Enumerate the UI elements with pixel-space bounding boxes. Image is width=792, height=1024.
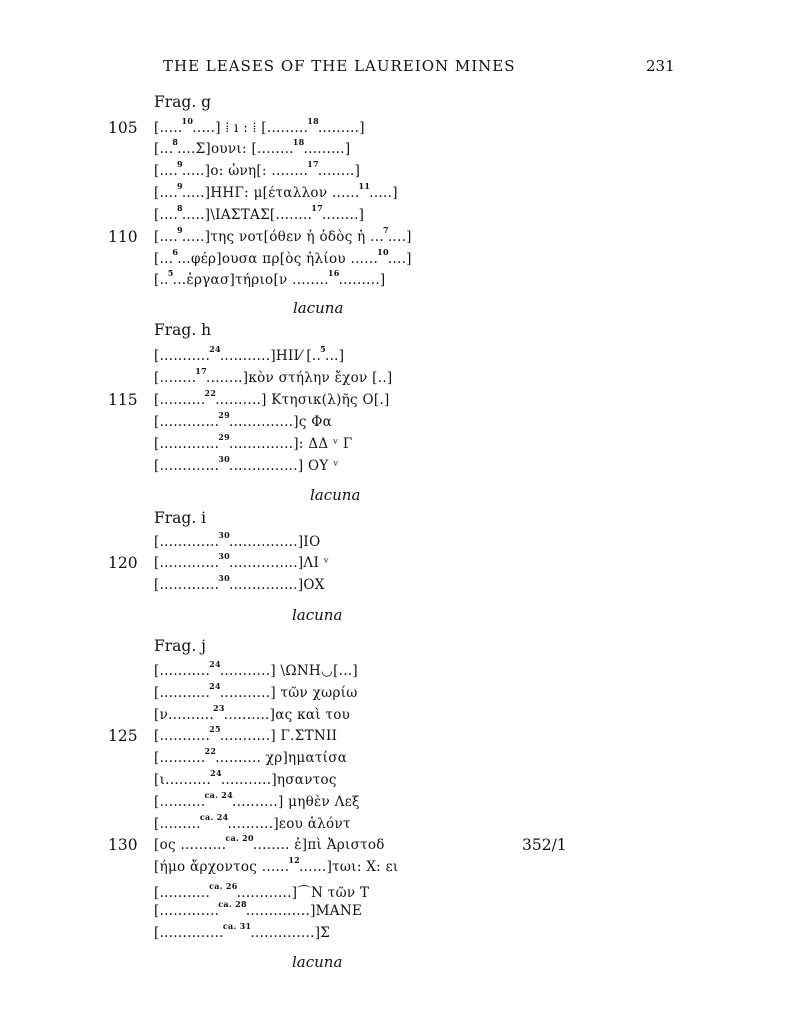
archon-date: 352/1 (522, 836, 567, 854)
text-line: [.............$^{30}$...............] ΟΥ ᵛ (154, 454, 339, 474)
text-line: [........$^{17}$........]κὸν στήλην ἔχον [..] (154, 366, 393, 386)
text-line: [.............$^{29}$..............]: ΔΔ ᵛ Γ (154, 432, 353, 452)
text-line: [...........$^{24}$...........] \ΩΝΗ◡[...] (154, 659, 358, 679)
text-line: [...........$^{25}$...........] Γ.ΣΤΝΙΙ (154, 724, 338, 744)
line-number: 130 (108, 836, 138, 854)
line-number: 115 (108, 391, 138, 409)
text-line: [.............$^{30}$...............]ΙΟ (154, 530, 321, 550)
text-line: [...........$^{24}$...........]ΗΙΙ⁄ [..$^5$...] (154, 344, 345, 364)
text-line: [..........$^{22}$..........] Κτησικ(λ)ῆς Ο[.] (154, 388, 390, 408)
text-line: [...$^6$...φέρ]ουσα πρ[ὸς ἡλίου ......$^{10}$....] (154, 247, 412, 267)
lacuna-label: lacuna (293, 299, 344, 317)
text-line: [.....$^{10}$.....] ⁞ ı : ⁞ [.........$^{18}$.........] (154, 116, 365, 136)
line-number: 105 (108, 119, 138, 137)
text-line: [....$^9$.....]της νοτ[όθεν ἡ ὁδὸς ἡ ...$^7$....] (154, 225, 412, 245)
text-line: [.............$^{ca. 28}$..............]ΜΑΝΕ (154, 899, 363, 919)
text-line: [.............$^{30}$...............]ΛΙ ᵛ (154, 551, 330, 571)
text-line: [..........$^{22}$.......... χρ]ηματίσα (154, 746, 348, 766)
lacuna-label: lacuna (292, 606, 343, 624)
text-line: [....$^9$.....]ο: ὠνη[: ........$^{17}$........] (154, 159, 361, 179)
text-line: [...........$^{ca. 26}$............]⌒Ν τῶν Τ (154, 881, 370, 901)
fragment-heading-h: Frag. h (154, 321, 212, 339)
text-line: [...$^8$....Σ]ουνι: [........$^{18}$.........] (154, 137, 351, 157)
fragment-heading-j: Frag. j (154, 637, 206, 655)
text-line: [....$^8$.....]\ΙΑΣΤΑΣ[........$^{17}$........] (154, 203, 365, 223)
running-title: THE LEASES OF THE LAUREION MINES (163, 57, 516, 75)
lacuna-label: lacuna (310, 486, 361, 504)
text-line: [...........$^{24}$...........] τῶν χωρίω (154, 681, 358, 701)
text-line: [.............$^{29}$..............]ς Φα (154, 410, 333, 430)
fragment-heading-i: Frag. i (154, 509, 207, 527)
line-number: 120 (108, 554, 138, 572)
text-line: [ήμο ἄρχοντος ......$^{12}$......]τωι: Χ: ει (154, 855, 399, 875)
running-header (0, 57, 792, 79)
text-line: [..........$^{ca. 24}$..........] μηθὲν Λεξ (154, 790, 360, 810)
text-line: [....$^9$.....]ΗΗΓ: μ[έταλλον ......$^{11}$.....] (154, 181, 398, 201)
text-line: [ος ..........$^{ca. 20}$........ ἐ]πὶ Ἀριστοδ (154, 833, 385, 853)
text-line: [..............$^{ca. 31}$..............]Σ (154, 921, 331, 941)
lacuna-label: lacuna (292, 953, 343, 971)
text-line: [..$^5$...ἐργασ]τήριο[ν ........$^{16}$.........] (154, 268, 386, 288)
text-line: [.............$^{30}$...............]ΟΧ (154, 573, 325, 593)
line-number: 125 (108, 727, 138, 745)
line-number: 110 (108, 228, 138, 246)
text-line: [ι..........$^{24}$...........]ησαντος (154, 768, 337, 788)
fragment-heading-g: Frag. g (154, 93, 212, 111)
text-line: [ν..........$^{23}$..........]ας καὶ του (154, 703, 351, 723)
page-number: 231 (646, 57, 675, 75)
text-line: [.........$^{ca. 24}$..........]εου ἁλόντ (154, 812, 351, 832)
